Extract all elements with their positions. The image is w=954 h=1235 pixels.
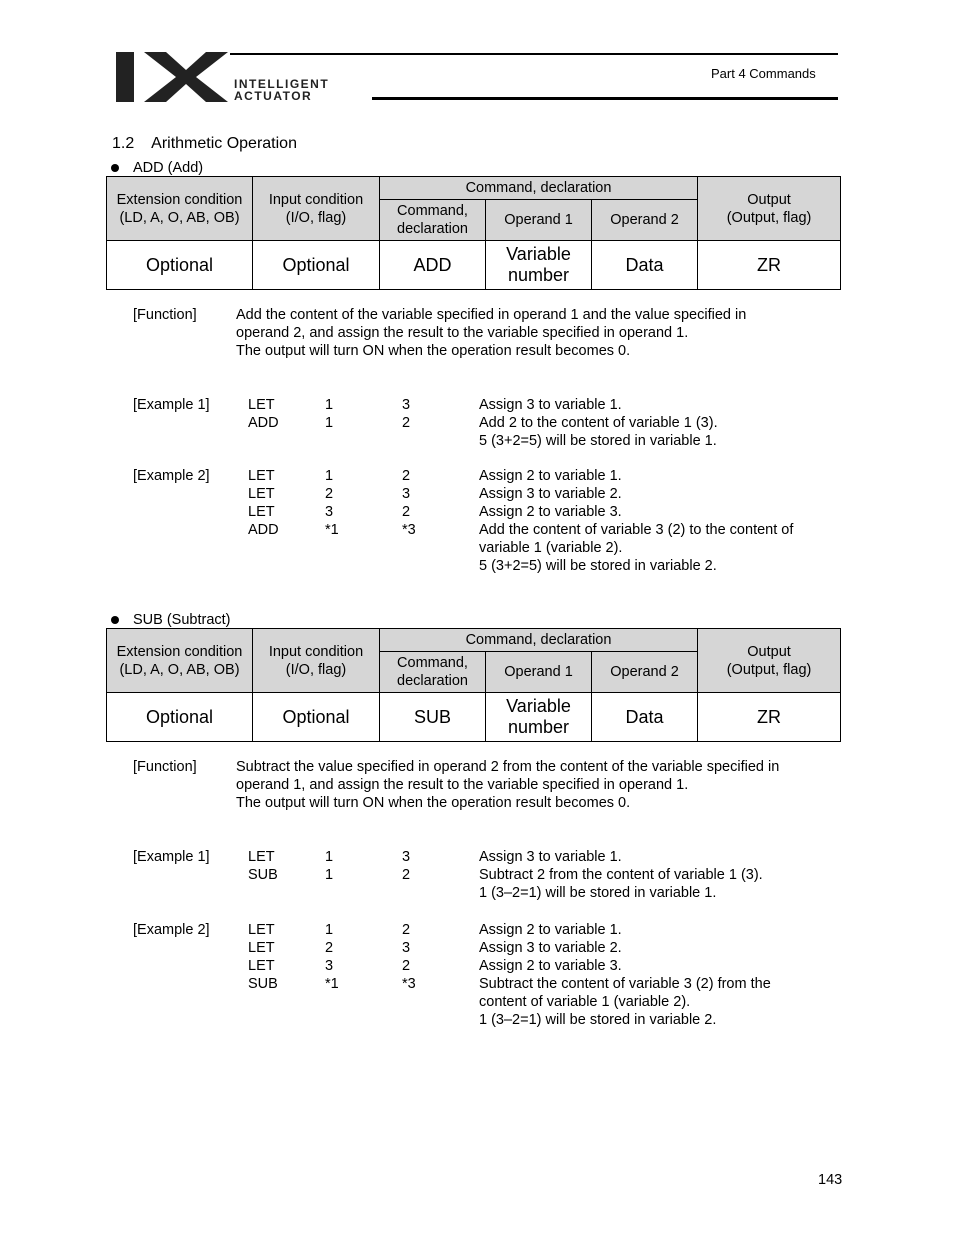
- example-operand1: 3: [325, 958, 334, 974]
- cell-text: Data: [625, 254, 664, 275]
- example-operand1: 2: [325, 940, 334, 956]
- header-input-condition: [253, 629, 380, 693]
- example-command: LET: [248, 849, 275, 865]
- example-description: Add the content of variable 3 (2) to the content of: [479, 522, 794, 538]
- header-operand2: [592, 652, 698, 693]
- ix-logo: [116, 52, 228, 102]
- example-label: [Example 1]: [133, 397, 210, 413]
- function-text-line: Add the content of the variable specified in operand 1 and the value specified in: [236, 307, 747, 323]
- example-description: Assign 2 to variable 1.: [479, 468, 622, 484]
- example-command: SUB: [248, 867, 278, 883]
- cell-operand2: [592, 241, 698, 290]
- header-line: Output: [747, 643, 791, 660]
- header-line: declaration: [397, 221, 468, 237]
- header-command: [380, 200, 486, 241]
- header-line: Operand 2: [610, 212, 679, 228]
- header-operand2: [592, 200, 698, 241]
- example-operand1: 1: [325, 415, 334, 431]
- function-text-line: Subtract the value specified in operand 2 from the content of the variable specified in: [236, 759, 780, 775]
- cell-command: [380, 693, 486, 742]
- header-command-group: [380, 177, 698, 200]
- cell-operand1: [486, 241, 592, 290]
- cell-text: Data: [625, 706, 664, 727]
- header-line: Output: [747, 191, 791, 208]
- header-output: [698, 177, 841, 241]
- header-line: Command,: [397, 203, 468, 219]
- example-operand2: *3: [402, 522, 416, 538]
- example-operand2: 2: [402, 958, 411, 974]
- example-operand1: 1: [325, 468, 334, 484]
- page-number: 143: [818, 1172, 843, 1188]
- header-line: Operand 1: [504, 664, 573, 680]
- example-description: variable 1 (variable 2).: [479, 540, 623, 556]
- example-operand1: 1: [325, 849, 334, 865]
- example-command: ADD: [248, 415, 279, 431]
- header-input-condition: [253, 177, 380, 241]
- example-operand1: *1: [325, 522, 339, 538]
- example-operand2: *3: [402, 976, 416, 992]
- example-command: LET: [248, 940, 275, 956]
- example-operand2: 3: [402, 849, 411, 865]
- example-command: LET: [248, 958, 275, 974]
- command-bullet-title: SUB (Subtract): [133, 612, 231, 628]
- example-command: LET: [248, 468, 275, 484]
- header-line: Extension condition: [116, 643, 243, 660]
- cell-text: Optional: [145, 254, 214, 275]
- example-description: content of variable 1 (variable 2).: [479, 994, 691, 1010]
- example-operand1: 3: [325, 504, 334, 520]
- example-label: [Example 2]: [133, 468, 210, 484]
- header-output: [698, 629, 841, 693]
- section-title: 1.2 Arithmetic Operation: [112, 135, 297, 152]
- cell-text: Variable: [506, 244, 571, 264]
- header-line: Operand 2: [610, 664, 679, 680]
- cell-output: [698, 241, 841, 290]
- cell-text: Optional: [282, 254, 350, 275]
- cell-text: ADD: [413, 254, 452, 275]
- header-line: Extension condition: [116, 191, 243, 208]
- header-command-group: [380, 629, 698, 652]
- cell-text: Optional: [282, 706, 350, 727]
- example-command: LET: [248, 922, 275, 938]
- header-line: Command, declaration: [465, 180, 612, 196]
- example-description: Assign 2 to variable 3.: [479, 504, 622, 520]
- header-line: (LD, A, O, AB, OB): [119, 209, 240, 226]
- example-description: Subtract 2 from the content of variable 1 (3).: [479, 867, 763, 883]
- logo-text-actuator: ACTUATOR: [234, 89, 313, 103]
- example-operand1: 2: [325, 486, 334, 502]
- example-description: Assign 3 to variable 2.: [479, 486, 622, 502]
- example-operand2: 3: [402, 397, 411, 413]
- cell-text: ZR: [757, 254, 782, 275]
- example-operand1: 1: [325, 922, 334, 938]
- header-command: [380, 652, 486, 693]
- function-label: [Function]: [133, 307, 197, 323]
- example-description: Subtract the content of variable 3 (2) from the: [479, 976, 771, 992]
- example-description: 5 (3+2=5) will be stored in variable 1.: [479, 433, 717, 449]
- header-line: Command, declaration: [465, 632, 612, 648]
- header-operand1: [486, 200, 592, 241]
- cell-command: [380, 241, 486, 290]
- function-label: [Function]: [133, 759, 197, 775]
- cell-output: [698, 693, 841, 742]
- part-label: Part 4 Commands: [711, 66, 816, 81]
- example-description: Assign 2 to variable 1.: [479, 922, 622, 938]
- command-table: [106, 176, 841, 290]
- function-text-line: operand 1, and assign the result to the variable specified in operand 1.: [236, 777, 689, 793]
- example-operand1: 1: [325, 867, 334, 883]
- header-line: (I/O, flag): [285, 661, 347, 678]
- example-description: 1 (3–2=1) will be stored in variable 2.: [479, 1012, 717, 1028]
- example-operand2: 2: [402, 468, 411, 484]
- header-line: Input condition: [268, 643, 364, 660]
- cell-extension: [107, 241, 253, 290]
- example-command: ADD: [248, 522, 279, 538]
- cell-text: number: [507, 265, 570, 285]
- example-description: 1 (3–2=1) will be stored in variable 1.: [479, 885, 717, 901]
- cell-text: number: [507, 717, 570, 737]
- header-line: (Output, flag): [726, 661, 812, 678]
- header-line: Operand 1: [504, 212, 573, 228]
- example-label: [Example 1]: [133, 849, 210, 865]
- header-line: (I/O, flag): [285, 209, 347, 226]
- command-table: [106, 628, 841, 742]
- example-command: SUB: [248, 976, 278, 992]
- header-extension-condition: [107, 177, 253, 241]
- header-line: (LD, A, O, AB, OB): [119, 661, 240, 678]
- example-description: Assign 3 to variable 2.: [479, 940, 622, 956]
- bullet-icon: [111, 164, 119, 172]
- example-command: LET: [248, 486, 275, 502]
- cell-extension: [107, 693, 253, 742]
- example-label: [Example 2]: [133, 922, 210, 938]
- logo-text-intelligent: INTELLIGENT: [234, 77, 330, 91]
- header-line: Input condition: [268, 191, 364, 208]
- cell-text: ZR: [757, 706, 782, 727]
- example-description: Assign 2 to variable 3.: [479, 958, 622, 974]
- example-command: LET: [248, 504, 275, 520]
- example-command: LET: [248, 397, 275, 413]
- example-operand1: 1: [325, 397, 334, 413]
- cell-text: Variable: [506, 696, 571, 716]
- example-description: Assign 3 to variable 1.: [479, 849, 622, 865]
- example-operand1: *1: [325, 976, 339, 992]
- function-text-line: The output will turn ON when the operation result becomes 0.: [236, 795, 631, 811]
- example-operand2: 2: [402, 867, 411, 883]
- header-rule-top: [230, 53, 838, 55]
- cell-operand2: [592, 693, 698, 742]
- header-extension-condition: [107, 629, 253, 693]
- cell-operand1: [486, 693, 592, 742]
- example-operand2: 2: [402, 504, 411, 520]
- header-operand1: [486, 652, 592, 693]
- cell-input: [253, 693, 380, 742]
- function-text-line: The output will turn ON when the operation result becomes 0.: [236, 343, 631, 359]
- cell-text: Optional: [145, 706, 214, 727]
- bullet-icon: [111, 616, 119, 624]
- cell-text: SUB: [413, 706, 451, 727]
- command-bullet-title: ADD (Add): [133, 160, 204, 176]
- function-text-line: operand 2, and assign the result to the variable specified in operand 1.: [236, 325, 689, 341]
- header-line: declaration: [397, 673, 468, 689]
- example-operand2: 3: [402, 486, 411, 502]
- example-operand2: 3: [402, 940, 411, 956]
- header-line: (Output, flag): [726, 209, 812, 226]
- example-description: Assign 3 to variable 1.: [479, 397, 622, 413]
- example-description: 5 (3+2=5) will be stored in variable 2.: [479, 558, 717, 574]
- example-operand2: 2: [402, 922, 411, 938]
- header-rule-bottom: [372, 97, 838, 100]
- example-operand2: 2: [402, 415, 411, 431]
- header-line: Command,: [397, 655, 468, 671]
- example-description: Add 2 to the content of variable 1 (3).: [479, 415, 718, 431]
- cell-input: [253, 241, 380, 290]
